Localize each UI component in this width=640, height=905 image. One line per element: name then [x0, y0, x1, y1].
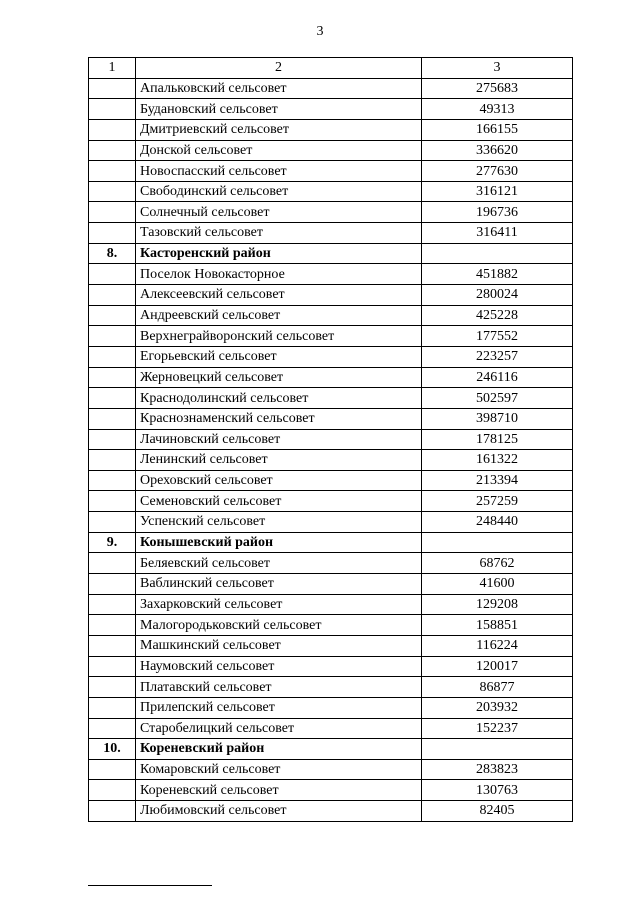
table-row	[89, 161, 573, 182]
value-cell: 178125	[422, 429, 573, 450]
name-cell: Будановский сельсовет	[136, 99, 422, 120]
row-number-cell	[89, 408, 136, 429]
row-number-cell	[89, 635, 136, 656]
value-cell: 336620	[422, 140, 573, 161]
name-cell: Кореневский сельсовет	[136, 780, 422, 801]
name-cell: Комаровский сельсовет	[136, 759, 422, 780]
value-cell: 203932	[422, 697, 573, 718]
table-row	[89, 450, 573, 471]
row-number-cell	[89, 99, 136, 120]
value-cell: 152237	[422, 718, 573, 739]
value-cell: 246116	[422, 367, 573, 388]
value-cell: 116224	[422, 635, 573, 656]
name-cell: Тазовский сельсовет	[136, 223, 422, 244]
table-row	[89, 697, 573, 718]
table-row	[89, 346, 573, 367]
table-row	[89, 181, 573, 202]
row-number-cell	[89, 759, 136, 780]
row-number-cell	[89, 594, 136, 615]
value-cell: 248440	[422, 512, 573, 533]
table-row	[89, 470, 573, 491]
name-cell: Малогородьковский сельсовет	[136, 615, 422, 636]
table-body	[89, 78, 573, 821]
row-number-cell: 8.	[89, 243, 136, 264]
value-cell: 275683	[422, 78, 573, 99]
value-cell: 425228	[422, 305, 573, 326]
row-number-cell	[89, 202, 136, 223]
table-row	[89, 512, 573, 533]
name-cell: Ореховский сельсовет	[136, 470, 422, 491]
table-row	[89, 408, 573, 429]
row-number-cell	[89, 285, 136, 306]
value-cell	[422, 243, 573, 264]
value-cell: 223257	[422, 346, 573, 367]
row-number-cell	[89, 388, 136, 409]
row-number-cell	[89, 512, 136, 533]
row-number-cell	[89, 264, 136, 285]
table-header-row	[89, 58, 573, 79]
district-row	[89, 532, 573, 553]
table-row	[89, 677, 573, 698]
name-cell: Конышевский район	[136, 532, 422, 553]
table-row	[89, 801, 573, 822]
district-row	[89, 243, 573, 264]
table-row	[89, 635, 573, 656]
value-cell: 158851	[422, 615, 573, 636]
name-cell: Захарковский сельсовет	[136, 594, 422, 615]
page-number: 3	[316, 24, 324, 39]
value-cell: 257259	[422, 491, 573, 512]
name-cell: Алексеевский сельсовет	[136, 285, 422, 306]
name-cell: Свободинский сельсовет	[136, 181, 422, 202]
row-number-cell	[89, 161, 136, 182]
row-number-cell	[89, 780, 136, 801]
row-number-cell: 10.	[89, 739, 136, 760]
row-number-cell	[89, 78, 136, 99]
row-number-cell	[89, 346, 136, 367]
name-cell: Ваблинский сельсовет	[136, 574, 422, 595]
name-cell: Жерновецкий сельсовет	[136, 367, 422, 388]
name-cell: Прилепский сельсовет	[136, 697, 422, 718]
table-row	[89, 223, 573, 244]
value-cell: 283823	[422, 759, 573, 780]
value-cell: 316121	[422, 181, 573, 202]
name-cell: Новоспасский сельсовет	[136, 161, 422, 182]
district-row	[89, 739, 573, 760]
value-cell: 177552	[422, 326, 573, 347]
table-row	[89, 202, 573, 223]
name-cell: Солнечный сельсовет	[136, 202, 422, 223]
row-number-cell	[89, 305, 136, 326]
value-cell: 41600	[422, 574, 573, 595]
column-header-3: 3	[422, 58, 573, 79]
name-cell: Беляевский сельсовет	[136, 553, 422, 574]
value-cell: 213394	[422, 470, 573, 491]
row-number-cell	[89, 574, 136, 595]
table-row	[89, 388, 573, 409]
table-row	[89, 99, 573, 120]
name-cell: Краснознаменский сельсовет	[136, 408, 422, 429]
row-number-cell	[89, 223, 136, 244]
row-number-cell	[89, 677, 136, 698]
row-number-cell: 9.	[89, 532, 136, 553]
table-row	[89, 326, 573, 347]
value-cell: 316411	[422, 223, 573, 244]
table-row	[89, 429, 573, 450]
column-header-2: 2	[136, 58, 422, 79]
budget-allocation-table	[88, 57, 573, 822]
name-cell: Любимовский сельсовет	[136, 801, 422, 822]
value-cell: 161322	[422, 450, 573, 471]
row-number-cell	[89, 181, 136, 202]
row-number-cell	[89, 470, 136, 491]
name-cell: Апальковский сельсовет	[136, 78, 422, 99]
value-cell: 451882	[422, 264, 573, 285]
table-row	[89, 718, 573, 739]
value-cell: 86877	[422, 677, 573, 698]
name-cell: Краснодолинский сельсовет	[136, 388, 422, 409]
table-row	[89, 780, 573, 801]
value-cell: 398710	[422, 408, 573, 429]
name-cell: Касторенский район	[136, 243, 422, 264]
name-cell: Ленинский сельсовет	[136, 450, 422, 471]
table-row	[89, 656, 573, 677]
value-cell: 196736	[422, 202, 573, 223]
row-number-cell	[89, 697, 136, 718]
row-number-cell	[89, 801, 136, 822]
row-number-cell	[89, 367, 136, 388]
row-number-cell	[89, 491, 136, 512]
value-cell: 166155	[422, 119, 573, 140]
row-number-cell	[89, 429, 136, 450]
table-row	[89, 594, 573, 615]
table-row	[89, 264, 573, 285]
table-row	[89, 305, 573, 326]
row-number-cell	[89, 326, 136, 347]
row-number-cell	[89, 119, 136, 140]
value-cell: 68762	[422, 553, 573, 574]
row-number-cell	[89, 450, 136, 471]
name-cell: Наумовский сельсовет	[136, 656, 422, 677]
table-row	[89, 491, 573, 512]
value-cell: 280024	[422, 285, 573, 306]
value-cell: 49313	[422, 99, 573, 120]
value-cell: 120017	[422, 656, 573, 677]
value-cell	[422, 532, 573, 553]
table-row	[89, 119, 573, 140]
table-row	[89, 140, 573, 161]
column-header-1: 1	[89, 58, 136, 79]
name-cell: Лачиновский сельсовет	[136, 429, 422, 450]
value-cell: 277630	[422, 161, 573, 182]
name-cell: Донской сельсовет	[136, 140, 422, 161]
value-cell: 82405	[422, 801, 573, 822]
value-cell	[422, 739, 573, 760]
name-cell: Поселок Новокасторное	[136, 264, 422, 285]
value-cell: 130763	[422, 780, 573, 801]
table-row	[89, 285, 573, 306]
row-number-cell	[89, 656, 136, 677]
table-row	[89, 759, 573, 780]
name-cell: Старобелицкий сельсовет	[136, 718, 422, 739]
table-row	[89, 553, 573, 574]
name-cell: Егорьевский сельсовет	[136, 346, 422, 367]
footnote-separator	[88, 885, 212, 886]
name-cell: Верхнеграйворонский сельсовет	[136, 326, 422, 347]
row-number-cell	[89, 140, 136, 161]
name-cell: Успенский сельсовет	[136, 512, 422, 533]
row-number-cell	[89, 615, 136, 636]
name-cell: Платавский сельсовет	[136, 677, 422, 698]
value-cell: 502597	[422, 388, 573, 409]
row-number-cell	[89, 553, 136, 574]
table-row	[89, 78, 573, 99]
name-cell: Дмитриевский сельсовет	[136, 119, 422, 140]
table-row	[89, 367, 573, 388]
name-cell: Семеновский сельсовет	[136, 491, 422, 512]
name-cell: Машкинский сельсовет	[136, 635, 422, 656]
row-number-cell	[89, 718, 136, 739]
table-row	[89, 615, 573, 636]
name-cell: Кореневский район	[136, 739, 422, 760]
name-cell: Андреевский сельсовет	[136, 305, 422, 326]
value-cell: 129208	[422, 594, 573, 615]
table-row	[89, 574, 573, 595]
